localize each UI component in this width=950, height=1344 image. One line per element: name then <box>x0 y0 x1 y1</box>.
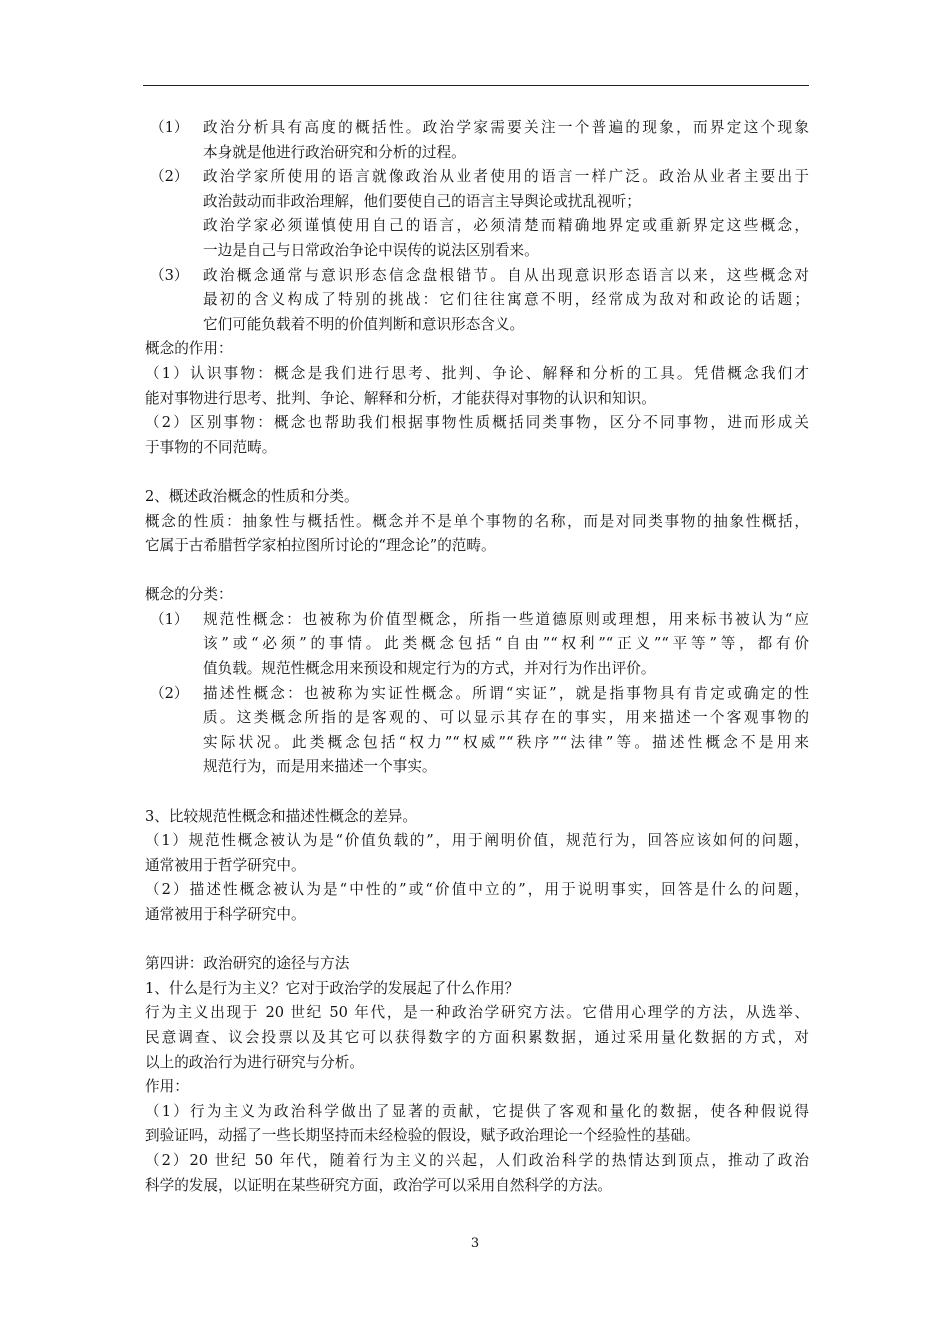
text-line: 通常被用于科学研究中。 <box>145 906 306 923</box>
paragraph <box>145 485 809 510</box>
text-line: 值负载。规范性概念用来预设和规定行为的方式，并对行为作出评价。 <box>203 660 656 678</box>
text-line: 规范行为，而是用来描述一个事实。 <box>203 758 437 776</box>
paragraph <box>145 1075 809 1100</box>
text-line: 民意调查、议会投票以及其它可以获得数字的方面积累数据，通过采用量化数据的方式，对 <box>145 1028 809 1046</box>
text-line: 1、什么是行为主义？它对于政治学的发展起了什么作用？ <box>145 979 520 997</box>
numbered-item <box>145 116 809 165</box>
text-line: 本身就是他进行政治研究和分析的过程。 <box>203 143 466 161</box>
paragraph <box>145 1149 809 1198</box>
text-line: 通常被用于哲学研究中。 <box>145 856 306 874</box>
text-line: 质。这类概念所指的是客观的、可以显示其存在的事实，用来描述一个客观事物的 <box>203 709 809 727</box>
text-line: 能对事物进行思考、批判、争论、解释和分析，才能获得对事物的认识和知识。 <box>145 389 656 407</box>
text-line: （1）行为主义为政治科学做出了显著的贡献，它提供了客观和量化的数据，使各种假说得 <box>145 1102 809 1120</box>
text-line: 概念的性质：抽象性与概括性。概念并不是单个事物的名称，而是对同类事物的抽象性概括， <box>145 512 809 530</box>
text-line: 第四讲：政治研究的途径与方法 <box>145 955 350 973</box>
page-number: 3 <box>470 1236 480 1251</box>
item-number: （1） <box>150 119 189 136</box>
text-line: 政治学家必须谨慎使用自己的语言，必须清楚而精确地界定或重新界定这些概念， <box>203 217 809 235</box>
text-line: 到验证吗，动摇了一些长期坚持而未经检验的假设，赋予政治理论一个经验性的基础。 <box>145 1127 700 1145</box>
text-line: 该”或“必须”的事情。此类概念包括“自由”“权利”“正义”“平等”等，都有价 <box>203 635 809 653</box>
text-line: 描述性概念：也被称为实证性概念。所谓“实证”，就是指事物具有肯定或确定的性 <box>203 684 809 702</box>
paragraph <box>145 1100 809 1149</box>
text-line: 科学的发展，以证明在某些研究方面，政治学可以采用自然科学的方法。 <box>145 1176 613 1194</box>
text-line: 3、比较规范性概念和描述性概念的差异。 <box>145 807 417 825</box>
text-line: 于事物的不同范畴。 <box>145 438 277 456</box>
text-line: 政治分析具有高度的概括性。政治学家需要关注一个普遍的现象，而界定这个现象 <box>203 119 809 136</box>
paragraph <box>145 878 809 927</box>
text-line: （2）区别事物：概念也帮助我们根据事物性质概括同类事物，区分不同事物，进而形成关 <box>145 414 809 432</box>
paragraph <box>145 829 809 878</box>
blank-line <box>145 460 809 485</box>
item-number: （2） <box>150 168 189 186</box>
text-line: 它属于古希腊哲学家柏拉图所讨论的“理念论”的范畴。 <box>145 537 496 555</box>
text-line: 2、概述政治概念的性质和分类。 <box>145 487 359 505</box>
text-line: 它们可能负载着不明的价值判断和意识形态含义。 <box>203 315 525 333</box>
paragraph <box>145 362 809 411</box>
paragraph <box>145 1001 809 1075</box>
paragraph <box>145 952 809 977</box>
text-line: 作用： <box>145 1078 189 1096</box>
text-line: 概念的作用： <box>145 340 233 358</box>
blank-line <box>145 559 809 584</box>
numbered-item <box>145 682 809 780</box>
blank-line <box>145 928 809 953</box>
document-body <box>145 116 809 1198</box>
text-line: 最初的含义构成了特别的挑战：它们往往寓意不明，经常成为敌对和政论的话题； <box>203 291 809 309</box>
paragraph <box>145 337 809 362</box>
text-line: （1）规范性概念被认为是“价值负载的”，用于阐明价值，规范行为，回答应该如何的问题， <box>145 832 809 850</box>
blank-line <box>145 780 809 805</box>
text-line: （2）20 世纪 50 年代，随着行为主义的兴起，人们政治科学的热情达到顶点，推动了政治 <box>145 1151 809 1169</box>
text-line: 政治鼓动而非政治理解，他们要使自己的语言主导舆论或扰乱视听； <box>203 192 641 210</box>
item-number: （1） <box>150 610 189 628</box>
text-line: 以上的政治行为进行研究与分析。 <box>145 1053 364 1071</box>
text-line: 行为主义出现于 20 世纪 50 年代，是一种政治学研究方法。它借用心理学的方法，从选举、 <box>145 1004 809 1022</box>
text-line: （2）描述性概念被认为是“中性的”或“价值中立的”，用于说明事实，回答是什么的问题， <box>145 881 809 899</box>
paragraph <box>145 510 809 559</box>
numbered-item <box>145 165 809 263</box>
paragraph <box>145 977 809 1002</box>
text-line: （1）认识事物：概念是我们进行思考、批判、争论、解释和分析的工具。凭借概念我们才 <box>145 364 809 382</box>
text-line: 政治学家所使用的语言就像政治从业者使用的语言一样广泛。政治从业者主要出于 <box>203 168 809 186</box>
paragraph <box>145 583 809 608</box>
text-line: 概念的分类： <box>145 586 233 604</box>
header-rule <box>143 85 809 86</box>
text-line: 政治概念通常与意识形态信念盘根错节。自从出现意识形态语言以来，这些概念对 <box>203 266 809 284</box>
text-line: 实际状况。此类概念包括“权力”“权威”“秩序”“法律”等。描述性概念不是用来 <box>203 733 809 751</box>
paragraph <box>145 805 809 830</box>
item-number: （3） <box>150 266 189 284</box>
item-number: （2） <box>150 684 189 702</box>
text-line: 一边是自己与日常政治争论中误传的说法区别看来。 <box>203 241 539 259</box>
numbered-item <box>145 264 809 338</box>
numbered-item <box>145 608 809 682</box>
text-line: 规范性概念：也被称为价值型概念，所指一些道德原则或理想，用来标书被认为“应 <box>203 610 809 628</box>
paragraph <box>145 411 809 460</box>
